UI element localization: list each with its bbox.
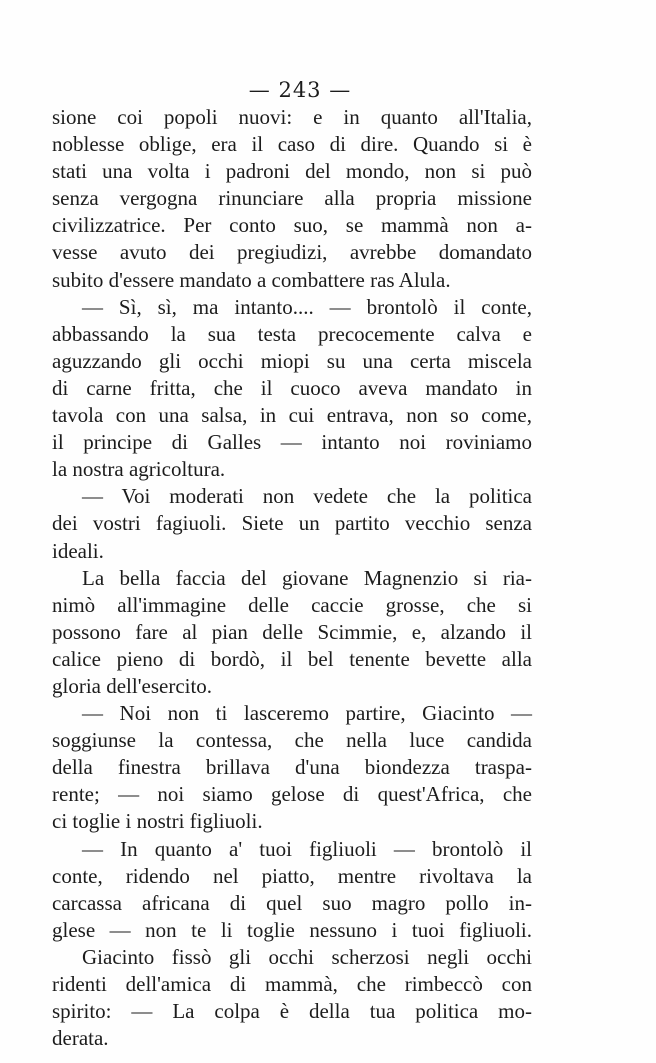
text-line: — Noi non ti lasceremo partire, Giacinto —: [82, 701, 532, 726]
text-line: derata.: [52, 1026, 109, 1051]
text-line: aguzzando gli occhi miopi su una certa miscela: [52, 348, 532, 373]
body-text: [52, 104, 532, 1052]
text-line: abbassando la sua testa precocemente calva e: [52, 321, 532, 346]
text-line: La bella faccia del giovane Magnenzio si ria-: [82, 565, 532, 590]
text-line: rente; — noi siamo gelose di quest'Africa, che: [52, 782, 532, 807]
text-line: calice pieno di bordò, il bel tenente bevette alla: [52, 646, 532, 671]
text-line: ridenti dell'amica di mammà, che rimbeccò con: [52, 972, 532, 996]
text-line: senza vergogna rinunciare alla propria missione: [52, 186, 532, 211]
text-line: subito d'essere mandato a combattere ras Alula.: [52, 267, 451, 292]
text-line: il principe di Galles — intanto noi roviniamo: [52, 430, 532, 455]
text-line: carcassa africana di quel suo magro pollo in-: [52, 890, 532, 915]
text-line: tavola con una salsa, in cui entrava, non so come,: [52, 403, 532, 428]
text-line: civilizzatrice. Per conto suo, se mammà non a-: [52, 213, 532, 238]
text-line: stati una volta i padroni del mondo, non si può: [52, 159, 532, 184]
text-line: possono fare al pian delle Scimmie, e, alzando il: [52, 619, 532, 644]
text-line: soggiunse la contessa, che nella luce candida: [52, 728, 532, 753]
text-line: — In quanto a' tuoi figliuoli — brontolò il: [82, 836, 532, 861]
text-line: — Sì, sì, ma intanto.... — brontolò il conte,: [82, 294, 532, 319]
text-line: gloria dell'esercito.: [52, 673, 213, 698]
text-line: vesse avuto dei pregiudizi, avrebbe domandato: [52, 240, 532, 265]
text-line: nimò all'immagine delle caccie grosse, che si: [52, 592, 532, 617]
text-line: di carne fritta, che il cuoco aveva mandato in: [52, 375, 532, 400]
text-line: conte, ridendo nel piatto, mentre rivoltava la: [52, 863, 532, 888]
page-number: — 243 —: [248, 78, 352, 102]
text-line: la nostra agricoltura.: [52, 457, 226, 482]
text-line: — Voi moderati non vedete che la politica: [82, 484, 532, 509]
text-line: della finestra brillava d'una biondezza traspa-: [52, 755, 532, 780]
text-line: spirito: — La colpa è della tua politica mo-: [52, 999, 532, 1024]
text-line: noblesse oblige, era il caso di dire. Quando si è: [52, 132, 532, 157]
text-line: dei vostri fagiuoli. Siete un partito vecchio senza: [52, 511, 532, 536]
text-line: sione coi popoli nuovi: e in quanto all'Italia,: [52, 105, 532, 129]
text-line: glese — non te li toglie nessuno i tuoi figliuoli.: [52, 917, 532, 942]
text-line: ideali.: [52, 538, 104, 563]
text-line: ci toglie i nostri figliuoli.: [52, 809, 263, 834]
text-line: Giacinto fissò gli occhi scherzosi negli occhi: [82, 944, 532, 969]
